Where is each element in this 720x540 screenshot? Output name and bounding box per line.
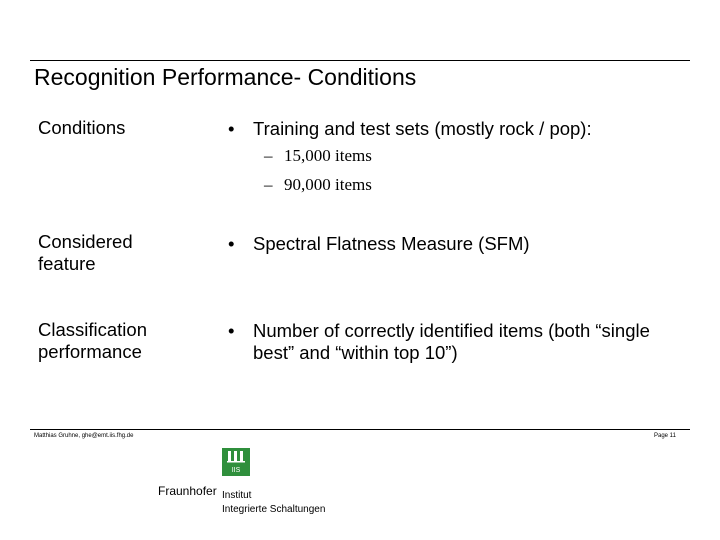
footer-page-number: Page 11 bbox=[654, 433, 676, 439]
bullet-text: Training and test sets (mostly rock / pop): bbox=[253, 118, 592, 139]
institute-line-2: Integrierte Schaltungen bbox=[222, 504, 326, 515]
row-bullet-conditions bbox=[228, 118, 668, 140]
logo-mark-icon bbox=[222, 448, 250, 476]
logo-mark-text: IIS bbox=[231, 467, 241, 474]
bullet-glyph: • bbox=[228, 233, 235, 254]
bullet-text: Spectral Flatness Measure (SFM) bbox=[253, 233, 530, 254]
row-label-conditions: Conditions bbox=[38, 117, 126, 138]
bullet-glyph: • bbox=[228, 118, 235, 139]
subitem-text: 90,000 items bbox=[284, 175, 372, 194]
fraunhofer-iis-logo bbox=[222, 448, 250, 476]
institute-line-1: Institut bbox=[222, 490, 252, 501]
subitem-15000 bbox=[264, 146, 372, 166]
bullet-text: Number of correctly identified items (both “single best” and “within top 10”) bbox=[253, 320, 650, 363]
subitem-90000 bbox=[264, 175, 372, 195]
row-bullet-performance bbox=[228, 320, 658, 364]
dash-glyph: – bbox=[264, 175, 273, 194]
subitem-text: 15,000 items bbox=[284, 146, 372, 165]
row-label-considered-feature: Considered feature bbox=[38, 231, 133, 274]
row-bullet-feature bbox=[228, 233, 668, 255]
footer-author: Matthias Gruhne, ghe@emt.iis.fhg.de bbox=[34, 433, 134, 439]
brand-name: Fraunhofer bbox=[158, 484, 217, 498]
row-label-classification-performance: Classification performance bbox=[38, 319, 147, 362]
dash-glyph: – bbox=[264, 146, 273, 165]
slide-title: Recognition Performance- Conditions bbox=[34, 64, 417, 90]
footer-rule bbox=[30, 429, 690, 430]
bullet-glyph: • bbox=[228, 320, 235, 341]
title-top-rule bbox=[30, 60, 690, 61]
